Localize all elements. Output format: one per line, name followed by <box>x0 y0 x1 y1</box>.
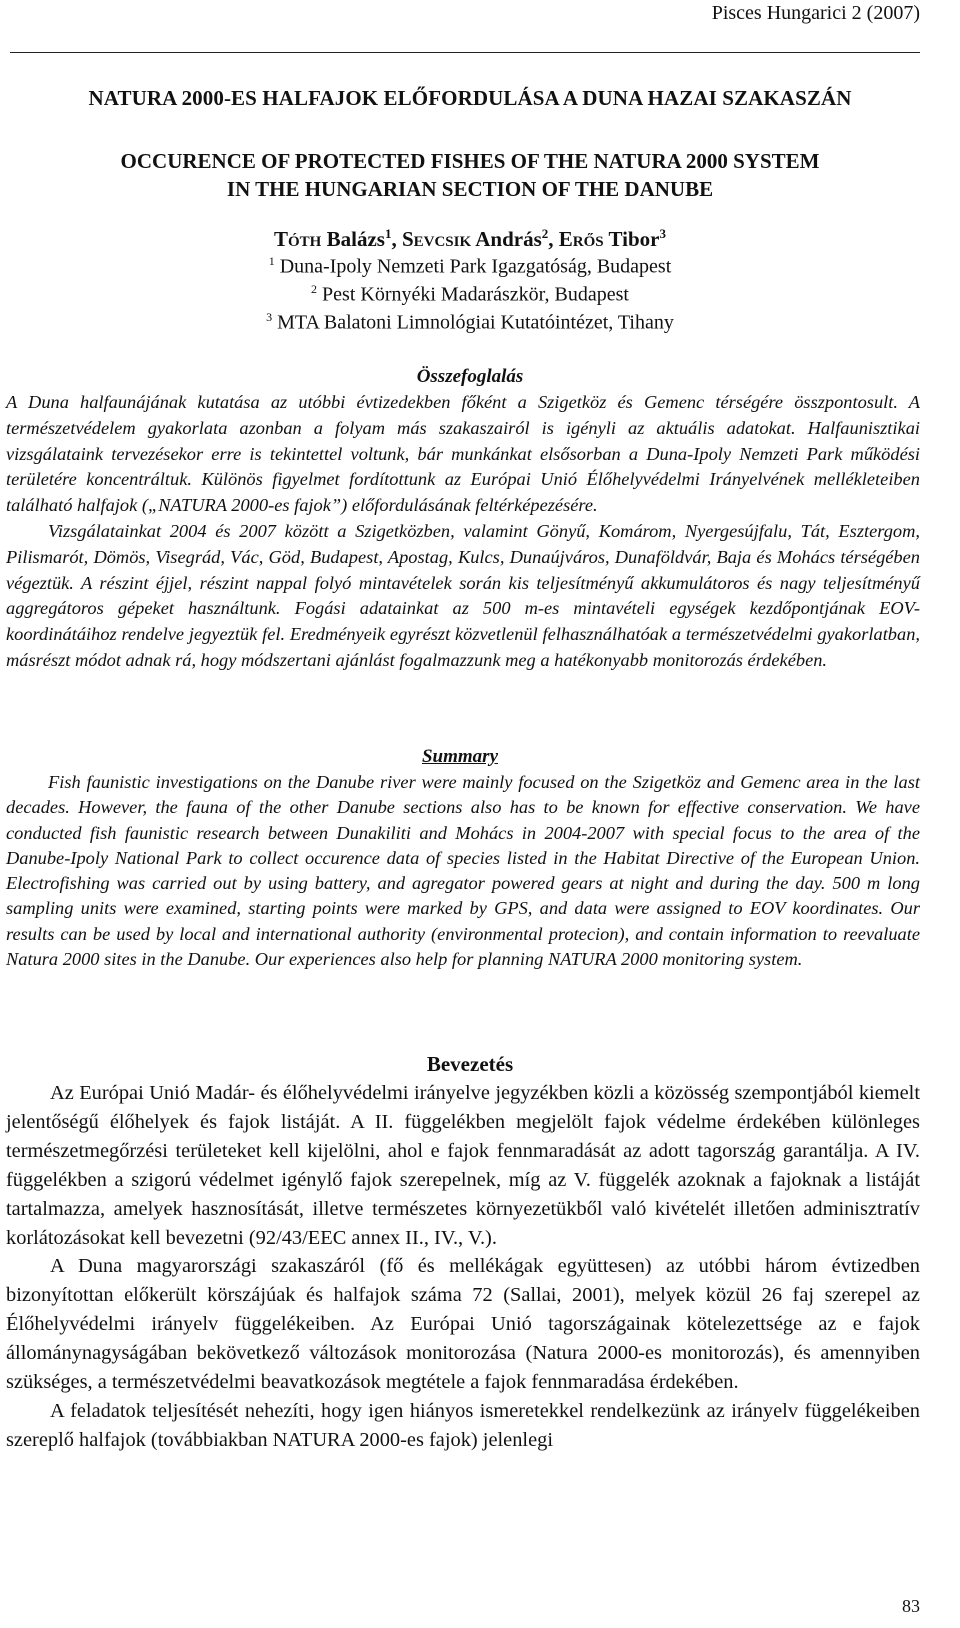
affiliation-text: MTA Balatoni Limnológiai Kutatóintézet, Tihany <box>277 311 674 334</box>
author-surname: Tóth <box>274 227 322 251</box>
author-surname: Erős <box>558 227 604 251</box>
introduction-body <box>6 1079 920 1455</box>
title-hungarian: NATURA 2000-ES HALFAJOK ELŐFORDULÁSA A DUNA HAZAI SZAKASZÁN <box>88 86 852 110</box>
introduction-paragraph: Az Európai Unió Madár- és élőhelyvédelmi irányelve jegyzékben közli a közösség szempontjából kiemelt jelentőségű élőhelyek és fajok listáját. A II. függelékben megjelölt fajok védelme érdekében különleges természetmegőrzési területeket kell kijelölni, ahol e fajok fennmaradását az adott tagország garantálja. A IV. függelékben a szigorú védelmet igénylő fajok szerepelnek, míg az V. függelék azoknak a fajoknak a listáját tartalmazza, amelyek hasznosítását, illetve természetes környezetükből való kivételét illetően adminisztratív korlátozásokat kell bevezetni (92/43/EEC annex II., IV., V.). <box>6 1082 920 1249</box>
author-affiliation-mark: 1 <box>384 226 392 241</box>
running-head: Pisces Hungarici 2 (2007) <box>711 2 920 24</box>
summary-paragraph: Fish faunistic investigations on the Danube river were mainly focused on the Szigetköz and Gemenc area in the last decades. However, the fauna of the other Danube sections also has to be known for effective conservation. We have conducted fish faunistic research between Dunakiliti and Mohács in 2004-2007 with special focus to the area of the Danube-Ipoly National Park to collect occurence data of species listed in the Habitat Directive of the European Union. Electrofishing was carried out by using battery, and agregator powered gears at night and during the day. 500 m long sampling units were examined, starting points were marked by GPS, and data were assigned to EOV koordinates. Our results can be used by local and international authority (environmental protecion), and contain information to reevaluate Natura 2000 sites in the Danube. Our experiences also help for planning NATURA 2000 monitoring system. <box>6 772 920 970</box>
affiliation-2 <box>0 282 940 307</box>
affiliation-mark: 1 <box>268 254 275 268</box>
abstract-paragraph: A Duna halfaunájának kutatása az utóbbi évtizedekben főként a Szigetköz és Gemenc térségére összpontosult. A természetvédelem gyakorlata azonban a folyam más szakaszairól is igényli az aktuális adatokat. Halfaunisztikai vizsgálataink tervezésekor erre is tekintettel voltunk, bár munkánkat elsősorban a Duna-Ipoly Nemzeti Park működési területére koncentráltuk. Különös figyelmet fordítottunk az Európai Unió Élőhelyvédelmi Irányelvének mellékleteiben található halfajok („NATURA 2000-es fajok”) előfordulásának feltérképezésére. <box>6 392 920 516</box>
page-number: 83 <box>902 1596 920 1616</box>
affiliation-mark: 3 <box>266 310 273 324</box>
author-affiliation-mark: 2 <box>541 226 549 241</box>
header-rule <box>10 52 920 53</box>
author-2 <box>402 227 559 251</box>
introduction-paragraph: A Duna magyarországi szakaszáról (fő és mellékágak együttesen) az utóbbi három évtizedben bizonyítottan előkerült körszájúak és halfajok száma 72 (Sallai, 2001), melyek közül 26 faj szerepel az Élőhelyvédelmi irányelv függelékeiben. Az Európai Unió tagországainak kötelezettsége az e fajok állománynagyságában bekövetkező változások monitorozása (Natura 2000-es monitorozás), és amennyiben szükséges, a természetvédelmi beavatkozások megtétele a fajok fennmaradása érdekében. <box>6 1255 920 1394</box>
title-english <box>0 147 940 203</box>
affiliation-3 <box>0 310 940 335</box>
introduction-heading: Bevezetés <box>426 1052 514 1076</box>
title-english-line-2: IN THE HUNGARIAN SECTION OF THE DANUBE <box>226 177 714 201</box>
abstract-heading: Összefoglalás <box>416 366 524 387</box>
author-list <box>0 226 940 252</box>
introduction-paragraph: A feladatok teljesítését nehezíti, hogy igen hiányos ismeretekkel rendelkezünk az irányelv függelékeiben szereplő halfajok (továbbiakban NATURA 2000-es fajok) jelenlegi <box>6 1399 920 1451</box>
summary-heading: Summary <box>421 746 499 767</box>
author-3 <box>559 227 666 251</box>
affiliation-1 <box>0 254 940 279</box>
author-separator: , <box>391 227 402 251</box>
author-1 <box>274 227 402 251</box>
affiliation-mark: 2 <box>311 282 318 296</box>
title-english-line-1: OCCURENCE OF PROTECTED FISHES OF THE NATURA 2000 SYSTEM <box>120 149 820 173</box>
author-given-name: Tibor <box>608 227 660 251</box>
author-surname: Sevcsik <box>401 227 472 251</box>
affiliation-text: Pest Környéki Madarászkör, Budapest <box>322 283 629 306</box>
abstract-paragraph: Vizsgálatainkat 2004 és 2007 között a Szigetközben, valamint Gönyű, Komárom, Nyergesújfalu, Tát, Esztergom, Pilismarót, Dömös, Visegrád, Vác, Göd, Budapest, Apostag, Kulcs, Dunaújváros, Dunaföldvár, Baja és Mohács térségében végeztük. A részint éjjel, részint nappal folyó mintavételek során kis teljesítményű akkumulátoros és nagy teljesítményű aggregátoros gépeket használtunk. Fogási adatainkat az 500 m-es mintavételi egységek kezdőpontjának EOV-koordinátáihoz rendelve jegyeztük fel. Eredményeik egyrészt közvetlenül felhasználhatóak a természetvédelmi gyakorlatban, másrészt módot adnak rá, hogy módszertani ajánlást fogalmazzunk meg a hatékonyabb monitorozás érdekében. <box>6 520 920 670</box>
summary-body <box>6 770 920 972</box>
author-given-name: András <box>475 227 542 251</box>
affiliation-text: Duna-Ipoly Nemzeti Park Igazgatóság, Budapest <box>279 255 672 278</box>
author-separator: , <box>548 227 559 251</box>
author-given-name: Balázs <box>326 227 385 251</box>
abstract-body <box>6 390 920 674</box>
author-affiliation-mark: 3 <box>659 226 666 241</box>
